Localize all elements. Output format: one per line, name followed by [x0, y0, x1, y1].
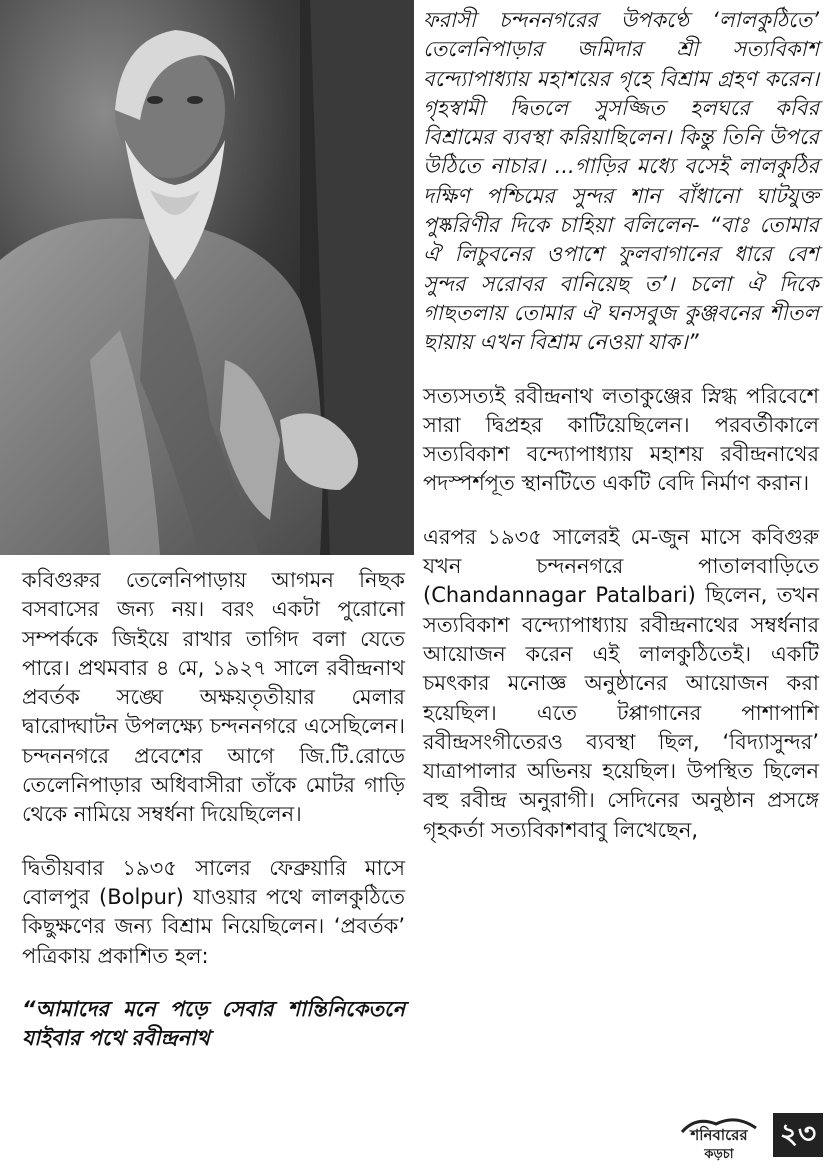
- quote-continuation: ফরাসী চন্দননগরের উপকণ্ঠে ‘লালকুঠিতে’ তেলেনিপাড়ার জমিদার শ্রী সত্যবিকাশ বন্দ্যোপাধ্যায় মহাশয়ের গৃহে বিশ্রাম গ্রহণ করেন। গৃহস্বামী দ্বিতলে সুসজ্জিত হলঘরে কবির বিশ্রামের ব্যবস্থা করিয়াছিলেন। কিন্তু তিনি উপরে উঠিতে নাচার। ...গাড়ির মধ্যে বসেই লালকুঠির দক্ষিণ পশ্চিমের সুন্দর শান বাঁধানো ঘাটযুক্ত পুষ্করিণীর দিকে চাহিয়া বলিলেন- “বাঃ তোমার ঐ লিচুবনের ওপাশে ফুলবাগানের ধারে বেশ সুন্দর সরোবর বানিয়েছ ত’। চলো ঐ দিকে গাছতলায় তোমার ঐ ঘনসবুজ কুঞ্জবনের শীতল ছায়ায় এখন বিশ্রাম নেওয়া যাক।”: [423, 8, 819, 355]
- portrait-photo: [0, 0, 414, 555]
- right-column: [423, 6, 819, 845]
- left-column: [22, 566, 405, 1053]
- magazine-logo: [676, 1110, 762, 1164]
- paragraph-vedi: সত্যসত্যই রবীন্দ্রনাথ লতাকুঞ্জের স্নিগ্ধ পরিবেশে সারা দ্বিপ্রহর কাটিয়েছিলেন। পরবর্তীকালে সত্যবিকাশ বন্দ্যোপাধ্যায় মহাশয় রবীন্দ্রনাথের পদস্পর্শপূত স্থানটিতে একটি বেদি নির্মাণ করান।: [423, 383, 819, 496]
- page-number: ২৩: [773, 1113, 823, 1157]
- paragraph-second-visit: দ্বিতীয়বার ১৯৩৫ সালের ফেব্রুয়ারি মাসে বোলপুর (Bolpur) যাওয়ার পথে লালকুঠিতে কিছুক্ষণের জন্য বিশ্রাম নিয়েছিলেন। ‘প্রবর্তক’ পত্রিকায় প্রকাশিত হল:: [22, 855, 405, 968]
- logo-text-line1: শনিবারের: [690, 1126, 748, 1144]
- quote-start: “আমাদের মনে পড়ে সেবার শান্তিনিকেতনে যাইবার পথে রবীন্দ্রনাথ: [22, 996, 405, 1051]
- paragraph-first-visit: কবিগুরুর তেলেনিপাড়ায় আগমন নিছক বসবাসের জন্য নয়। বরং একটা পুরোনো সম্পর্ককে জিইয়ে রাখার তাগিদ বলা যেতে পারে। প্রথমবার ৪ মে, ১৯২৭ সালে রবীন্দ্রনাথ প্রবর্তক সঙ্ঘে অক্ষয়তৃতীয়ার মেলার দ্বারোদ্ঘাটন উপলক্ষ্যে চন্দননগরে এসেছিলেন। চন্দননগরে প্রবেশের আগে জি.টি.রোডে তেলেনিপাড়ার অধিবাসীরা তাঁকে মোটর গাড়ি থেকে নামিয়ে সম্বর্ধনা দিয়েছিলেন।: [22, 568, 405, 827]
- paragraph-reception: এরপর ১৯৩৫ সালেরই মে-জুন মাসে কবিগুরু যখন চন্দননগরে পাতালবাড়িতে (Chandannagar Patalbari) ছিলেন, তখন সত্যবিকাশ বন্দ্যোপাধ্যায় রবীন্দ্রনাথের সম্বর্ধনার আয়োজন করেন এই লালকুঠিতেই। একটি চমৎকার মনোজ্ঞ অনুষ্ঠানের আয়োজন করা হয়েছিল। এতে টপ্পাগানের পাশাপাশি রবীন্দ্রসংগীতেরও ব্যবস্থা ছিল, ‘বিদ্যাসুন্দর’ যাত্রাপালার অভিনয় হয়েছিল। উপস্থিত ছিলেন বহু রবীন্দ্র অনুরাগী। সেদিনের অনুষ্ঠান প্রসঙ্গে গৃহকর্তা সত্যবিকাশবাবু লিখেছেন,: [423, 524, 819, 842]
- logo-text-line2: কড়চা: [704, 1147, 734, 1162]
